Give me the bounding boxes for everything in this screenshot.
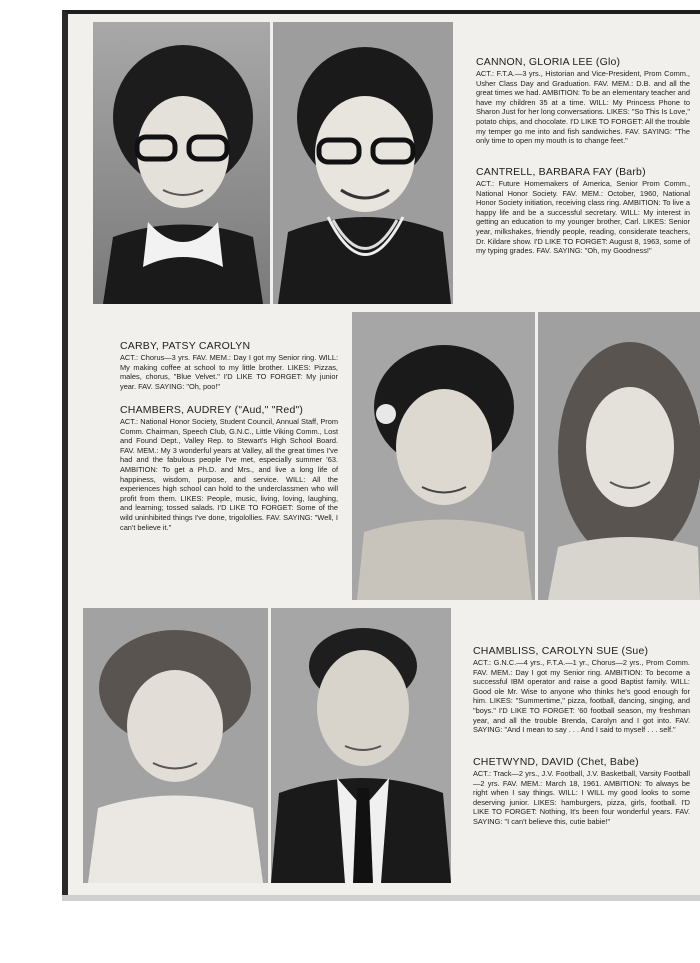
entry-chambliss (473, 645, 690, 738)
portrait-chetwynd (271, 608, 451, 883)
student-bio: ACT.: F.T.A.—3 yrs., Historian and Vice-President, Prom Comm., Usher Class Day and Graduation. FAV. MEM.: D.B. and all the great times we had. AMBITION: To be an elementary teacher and have my children 35 at a time. WILL: My Princess Phone to Sharon Just for her long conversations. LIKES: "So This Is Love," potato chips, and chocolate. I'D LIKE TO FORGET: All the trouble my temper go me into and fish sandwiches. FAV. SAYING: "The only time to open my mouth is to change feet." (476, 69, 690, 146)
entry-chetwynd (473, 756, 690, 830)
student-bio: ACT.: Chorus—3 yrs. FAV. MEM.: Day I got my Senior ring. WILL: My making coffee at school to my little brother. LIKES: Pizzas, males, chorus, "Blue Velvet." I'D LIKE TO FORGET: My junior year. FAV. SAYING: "Oh, poo!" (120, 353, 338, 391)
student-bio: ACT.: Track—2 yrs., J.V. Football, J.V. Basketball, Varsity Football—2 yrs. FAV. MEM.: March 18, 1961. AMBITION: To always be right when I say things. WILL: I WILL my good looks to some deserving junior. LIKES: hamburgers, pizza, girls, football. I'D LIKE TO FORGET: Nothing, It's been four wonderful years. FAV. SAYING: "I can't believe this, cutie babie!" (473, 769, 690, 826)
entry-carby (120, 340, 338, 394)
page-number: 38 (110, 858, 121, 868)
student-name: CHAMBERS, AUDREY ("Aud," "Red") (120, 404, 304, 416)
entry-cannon (476, 56, 690, 149)
portrait-cannon (93, 22, 270, 304)
student-name: CHETWYND, DAVID (Chet, Babe) (473, 756, 639, 768)
portrait-chambliss (83, 608, 268, 883)
portrait-carby (352, 312, 535, 600)
student-bio: ACT.: National Honor Society, Student Council, Annual Staff, Prom Comm. Chairman, Speech Club, G.N.C., Little Viking Comm., Lost and Found Dept., Valley Rep. to Stewart's High School Board. FAV. MEM.: My 3 wonderful years at Valley, all the great times I've had and the fabulous people I've met, especially summer '63. AMBITION: To get a Ph.D. and Mrs., and live a long life of happiness, wisdom, purpose, and service. WILL: All the experiences high school can hold to the underclassmen who will profit from them. LIKES: People, music, living, loving, laughing, and learning; tossed salads. I'D LIKE TO FORGET: Some of the wild uninhibited things I've done, trigolollies. FAV. SAYING: "Well, I can't believe it." (120, 417, 338, 532)
entry-cantrell (476, 166, 690, 259)
portrait-chambers (538, 312, 700, 600)
entry-chambers (120, 404, 338, 535)
page-edge-shadow (62, 895, 700, 901)
student-bio: ACT.: Future Homemakers of America, Senior Prom Comm., National Honor Society. FAV. MEM.: October, 1960, National Honor Society initiation, receiving class ring. AMBITION: To live a happy life and be a successful secretary. WILL: My interest in getting an education to my younger brother, Carl. LIKES: Senior year, milkshakes, friendly people, reading, considerate teachers, Dr. Kildare show. I'D LIKE TO FORGET: August 8, 1963, some of my typing grades. FAV. SAYING: "Oh, my Goodness!" (476, 179, 690, 256)
student-name: CHAMBLISS, CAROLYN SUE (Sue) (473, 645, 649, 657)
portrait-cantrell (273, 22, 453, 304)
student-name: CANNON, GLORIA LEE (Glo) (476, 56, 621, 68)
student-name: CARBY, PATSY CAROLYN (120, 340, 251, 352)
student-bio: ACT.: G.N.C.—4 yrs., F.T.A.—1 yr., Chorus—2 yrs., Prom Comm. FAV. MEM.: Day I got my Senior ring. AMBITION: To become a successful IBM operator and raise a good Baptist family. WILL: Good ole Mr. Wise to anyone who thinks he's good enough for him. LIKES: "Summertime," pizza, football, dancing, singing, and "boys." I'D LIKE TO FORGET: '60 football season, my freshman year, and all the trouble Brenda, Carolyn and I got into. FAV. SAYING: "And I mean to say . . . And I said to myself . . . self." (473, 658, 690, 735)
student-name: CANTRELL, BARBARA FAY (Barb) (476, 166, 646, 178)
